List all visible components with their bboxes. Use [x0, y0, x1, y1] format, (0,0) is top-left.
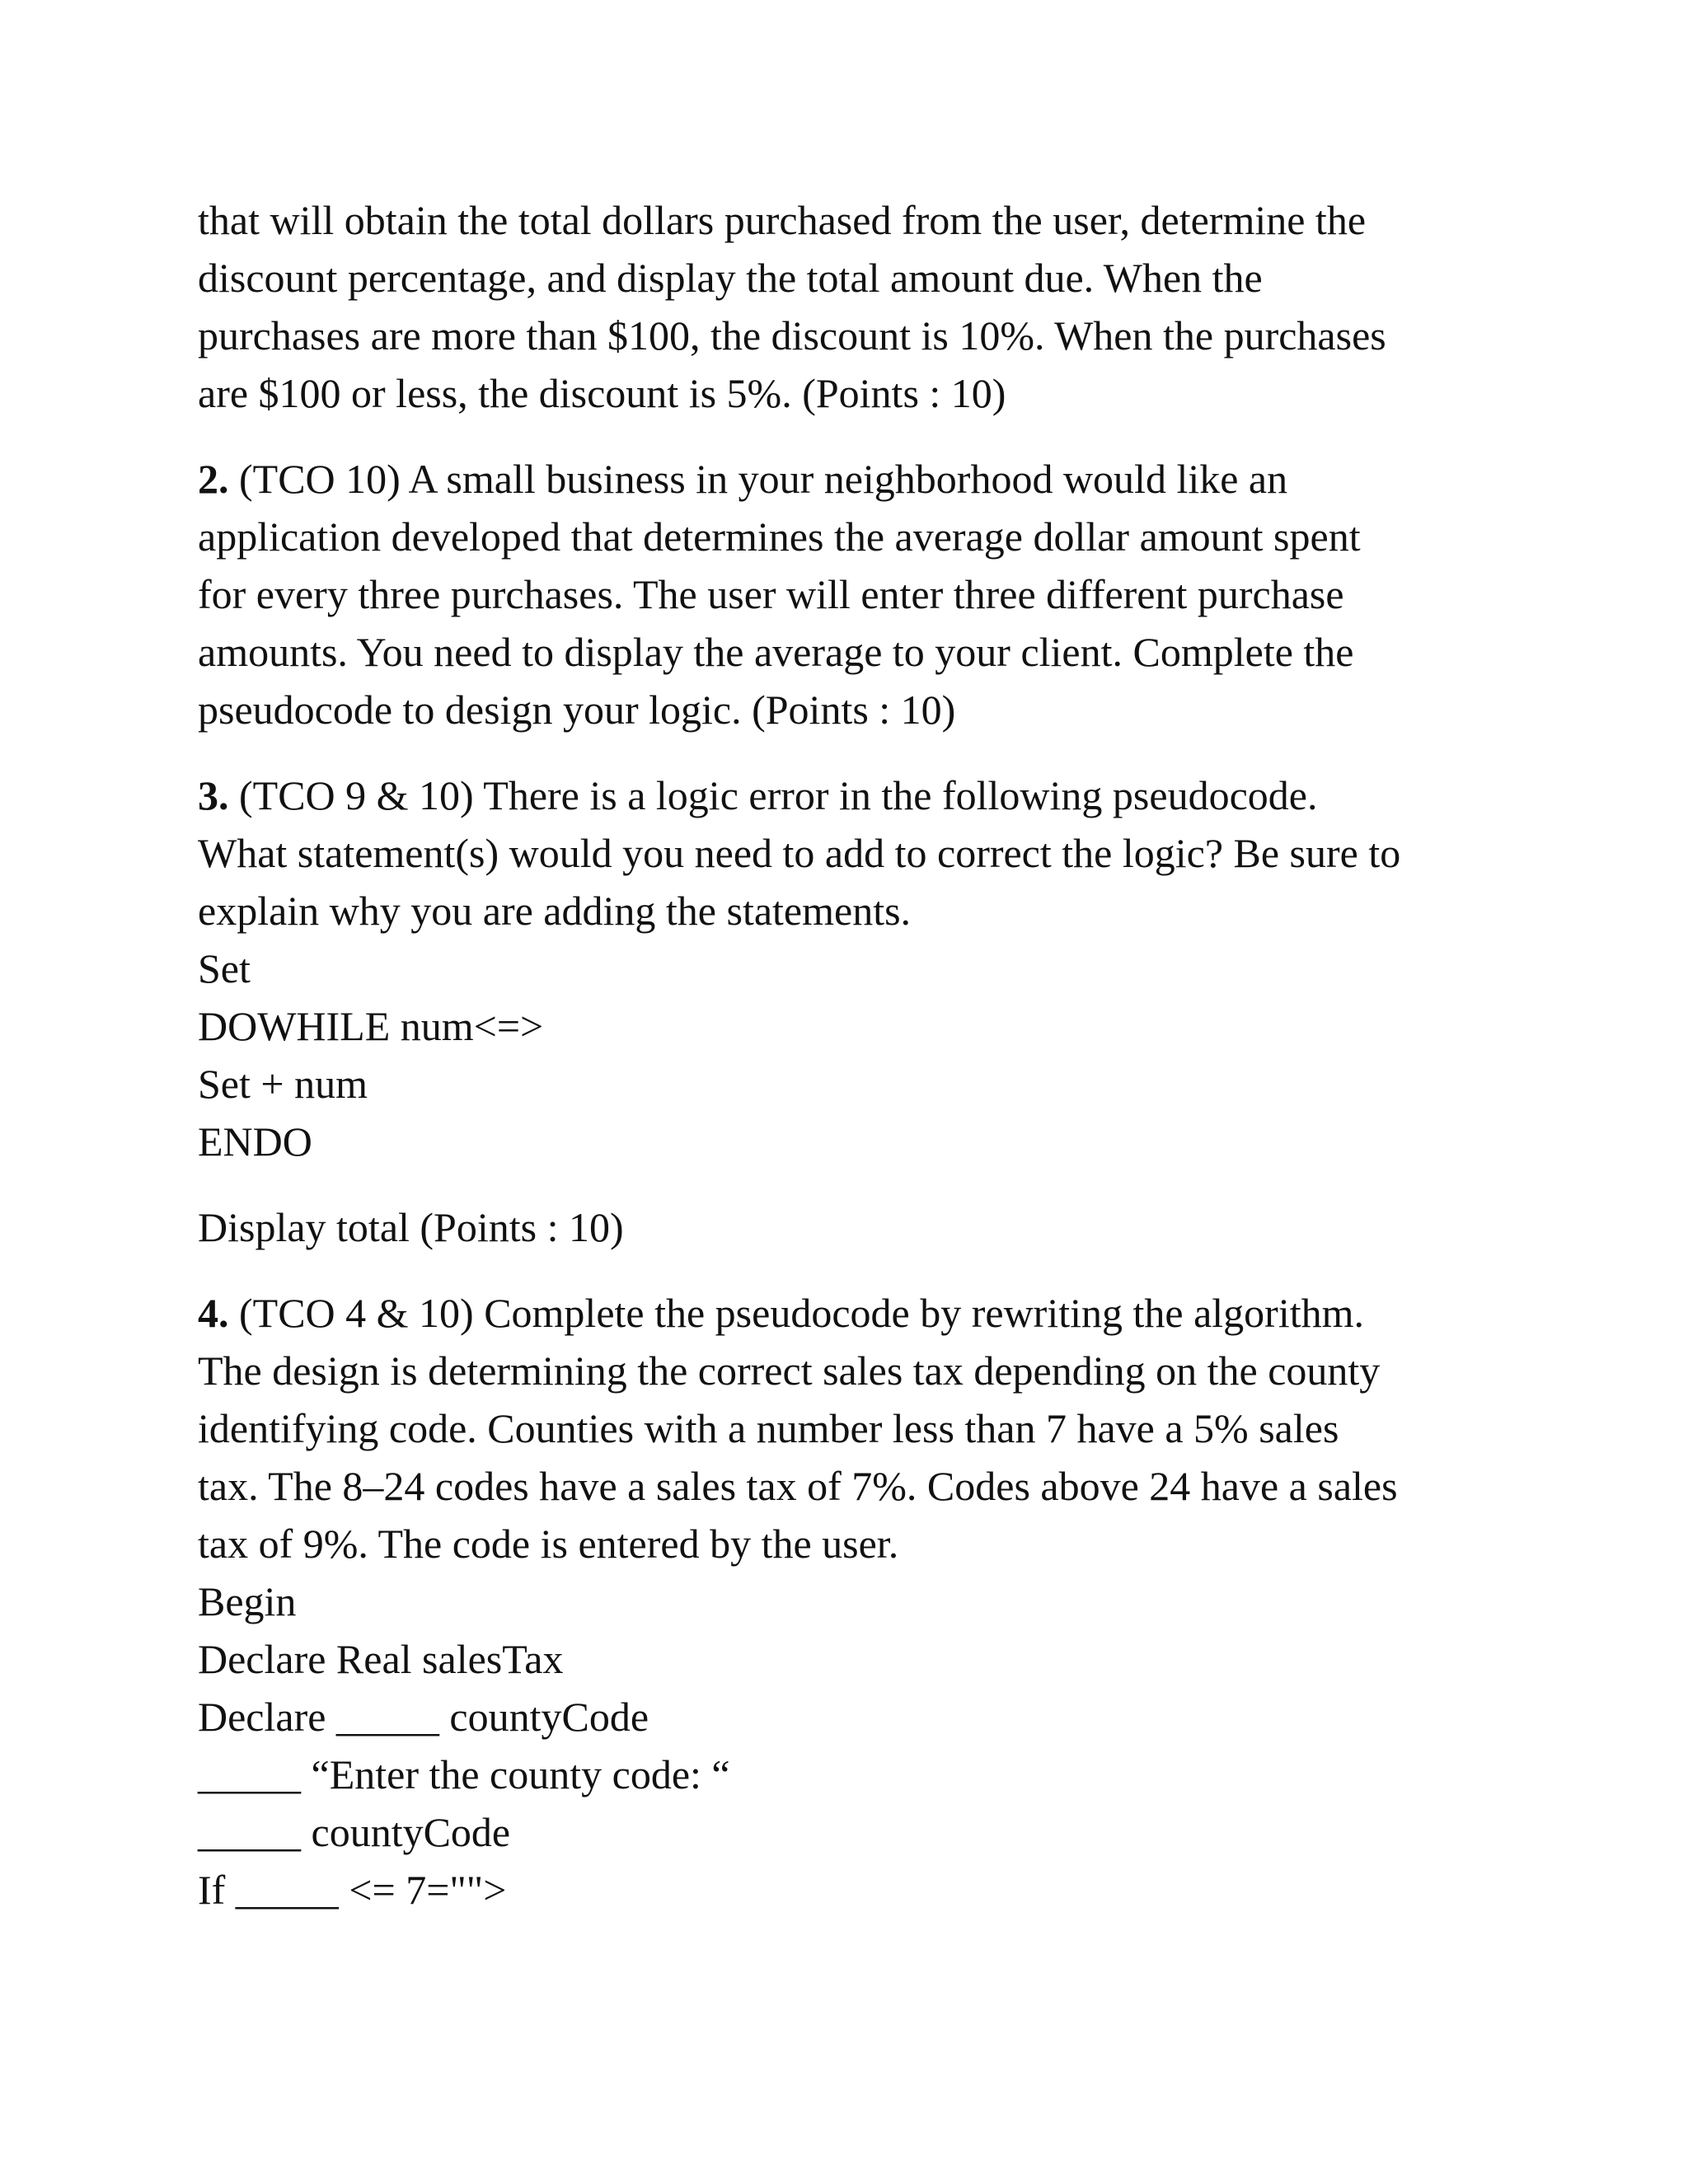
pseudocode-line: Declare _____ countyCode [198, 1694, 649, 1740]
question-1-text [198, 191, 1517, 422]
question-2-text [198, 450, 1517, 738]
pseudocode-line: If _____ <= 7=""> [198, 1867, 507, 1913]
question-number: 2. [198, 456, 229, 502]
text-line: explain why you are adding the statements. [198, 888, 912, 934]
paragraph-gap [198, 738, 1517, 766]
question-lead: (TCO 10) A small business in your neighborhood would like an [228, 456, 1288, 502]
text-line: amounts. You need to display the average to your client. Complete the [198, 629, 1354, 675]
question-number: 4. [198, 1290, 229, 1336]
text-line: tax of 9%. The code is entered by the user. [198, 1521, 899, 1567]
text-line: are $100 or less, the discount is 5%. (Points : 10) [198, 370, 1006, 416]
text-line: that will obtain the total dollars purchased from the user, determine the [198, 197, 1367, 243]
pseudocode-line: _____ “Enter the county code: “ [198, 1751, 730, 1797]
text-line: for every three purchases. The user will enter three different purchase [198, 571, 1344, 617]
document-page [198, 191, 1517, 1919]
text-line: identifying code. Counties with a number less than 7 have a 5% sales [198, 1405, 1339, 1451]
question-lead: (TCO 4 & 10) Complete the pseudocode by rewriting the algorithm. [228, 1290, 1364, 1336]
pseudocode-line: Set [198, 945, 251, 991]
question-3-closing [198, 1198, 1517, 1256]
paragraph-gap [198, 422, 1517, 450]
question-lead: (TCO 9 & 10) There is a logic error in the following pseudocode. [228, 772, 1318, 818]
pseudocode-line: _____ countyCode [198, 1809, 511, 1855]
pseudocode-line: Begin [198, 1578, 297, 1624]
pseudocode-line: ENDO [198, 1118, 312, 1165]
text-line: application developed that determines the average dollar amount spent [198, 513, 1361, 560]
question-3-text [198, 766, 1517, 1170]
paragraph-gap [198, 1170, 1517, 1198]
text-line: purchases are more than $100, the discount is 10%. When the purchases [198, 312, 1386, 359]
text-line: tax. The 8–24 codes have a sales tax of 7%. Codes above 24 have a sales [198, 1463, 1398, 1509]
text-line [198, 450, 1517, 508]
text-line: pseudocode to design your logic. (Points : 10) [198, 687, 956, 733]
text-line: Display total (Points : 10) [198, 1204, 624, 1250]
pseudocode-line: DOWHILE num<=> [198, 1003, 544, 1049]
question-number: 3. [198, 772, 229, 818]
text-line [198, 1284, 1517, 1342]
paragraph-gap [198, 1256, 1517, 1284]
text-line [198, 766, 1517, 824]
question-4-text [198, 1284, 1517, 1919]
text-line: discount percentage, and display the total amount due. When the [198, 255, 1263, 301]
text-line: The design is determining the correct sales tax depending on the county [198, 1347, 1381, 1394]
text-line: What statement(s) would you need to add to correct the logic? Be sure to [198, 830, 1401, 876]
pseudocode-line: Declare Real salesTax [198, 1636, 564, 1682]
pseudocode-line: Set + num [198, 1061, 368, 1107]
